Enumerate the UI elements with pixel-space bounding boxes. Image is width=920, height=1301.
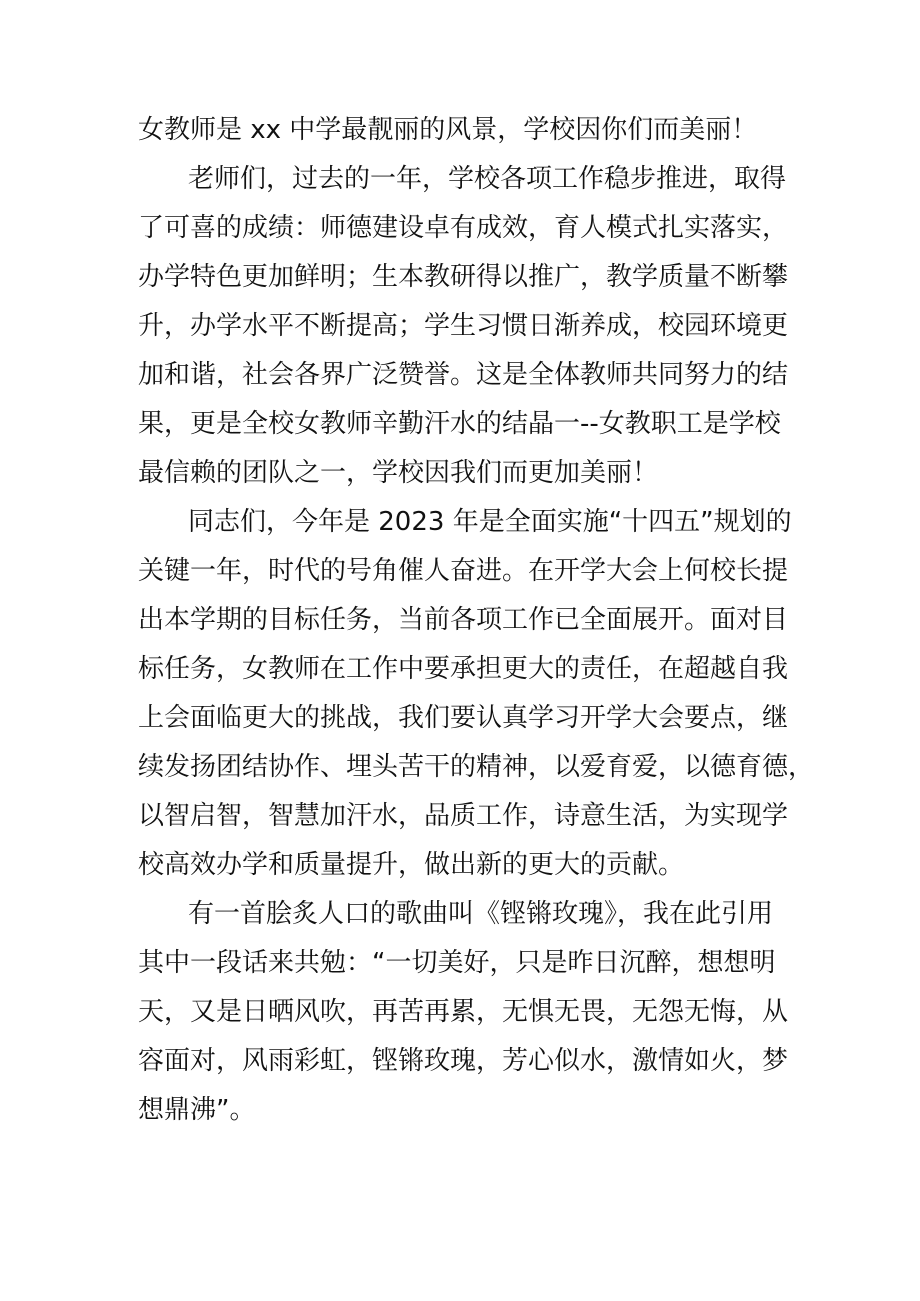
text-line: 办学特色更加鲜明；生本教研得以推广，教学质量不断攀 <box>138 262 789 292</box>
text-line: 其中一段话来共勉：“一切美好，只是昨日沉醉，想想明 <box>138 948 776 978</box>
text-line: 了可喜的成绩：师德建设卓有成效，育人模式扎实落实， <box>138 213 789 243</box>
text-line: 关键一年，时代的号角催人奋进。在开学大会上何校长提 <box>138 556 789 586</box>
paragraph-start-line: 同志们，今年是 2023 年是全面实施“十四五”规划的 <box>188 507 792 537</box>
text-line: 出本学期的目标任务，当前各项工作已全面展开。面对目 <box>138 605 789 635</box>
text-line: 升，办学水平不断提高；学生习惯日渐养成，校园环境更 <box>138 311 789 341</box>
text-line: 加和谐，社会各界广泛赞誉。这是全体教师共同努力的结 <box>138 360 789 390</box>
text-line: 最信赖的团队之一，学校因我们而更加美丽！ <box>138 458 659 488</box>
paragraph-start-line: 有一首脍炙人口的歌曲叫《铿锵玫瑰》，我在此引用 <box>188 899 774 929</box>
text-line: 标任务，女教师在工作中要承担更大的责任，在超越自我 <box>138 654 789 684</box>
text-line: 果，更是全校女教师辛勤汗水的结晶一--女教职工是学校 <box>138 409 781 439</box>
text-line: 上会面临更大的挑战，我们要认真学习开学大会要点，继 <box>138 703 789 733</box>
text-line: 天，又是日晒风吹，再苦再累，无惧无畏，无怨无悔，从 <box>138 997 789 1027</box>
paragraph-start-line: 老师们，过去的一年，学校各项工作稳步推进，取得 <box>188 164 787 194</box>
text-line: 想鼎沸”。 <box>138 1095 256 1125</box>
text-line: 续发扬团结协作、埋头苦干的精神，以爱育爱，以德育德， <box>138 752 815 782</box>
text-line: 女教师是 xx 中学最靓丽的风景，学校因你们而美丽！ <box>138 115 758 145</box>
text-line: 容面对，风雨彩虹，铿锵玫瑰，芳心似水，激情如火，梦 <box>138 1046 789 1076</box>
text-line: 校高效办学和质量提升，做出新的更大的贡献。 <box>138 850 685 880</box>
text-line: 以智启智，智慧加汗水，品质工作，诗意生活，为实现学 <box>138 801 789 831</box>
body-text <box>138 106 815 1135</box>
